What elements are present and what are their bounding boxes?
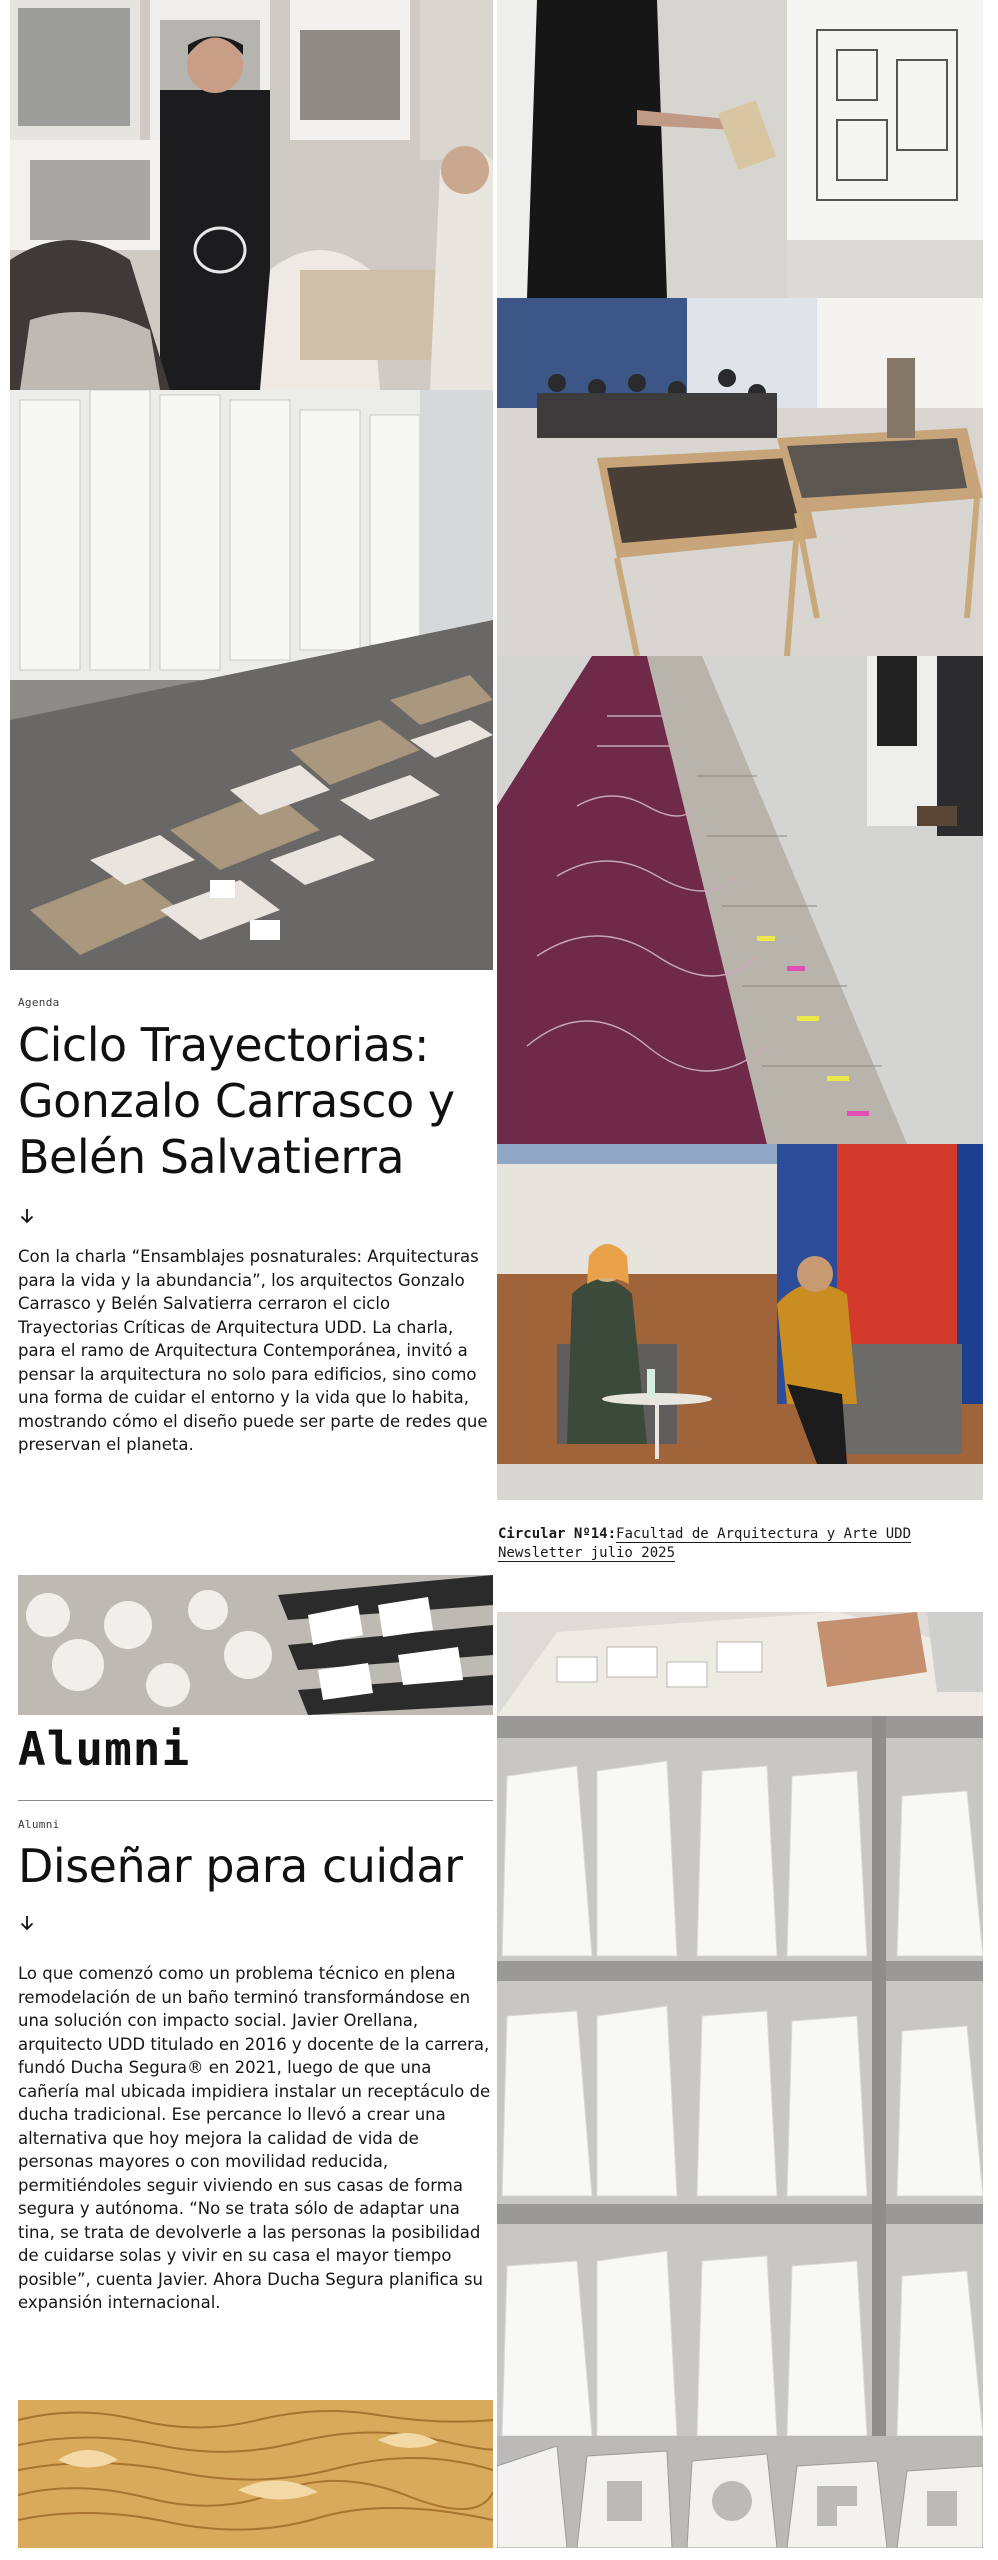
photo-hand-model <box>497 1612 983 1716</box>
newsletter-label: Circular Nº14: <box>498 1526 617 1542</box>
arrow-down-icon <box>18 1207 36 1225</box>
photo-shelf-prototypes <box>497 1716 983 2436</box>
alumni-section-title: Alumni <box>18 1722 191 1776</box>
photo-floor-panels <box>497 656 983 1144</box>
photo-board-review <box>497 0 983 298</box>
alumni-article-body: Lo que comenzó como un problema técnico en plena remodelación de un baño terminó transformándose en una solución con impacto social. Javier Orellana, arquitecto UDD titulado en 2016 y docente de la carrera, fundó Ducha Segura® en 2021, luego de que una cañería mal ubicada impidiera instalar un receptáculo de ducha tradicional. Ese percance lo llevó a crear una alternativa que hoy mejora la calidad de vida de personas mayores o con movilidad reducida, permitiéndoles seguir viviendo en sus casas de forma segura y autónoma. “No se trata sólo de adaptar una tina, se trata de devolverle a las personas la posibilidad de cuidarse solas y vivir en su casa el mayor tiempo posible”, cuenta Javier. Ahora Ducha Segura planifica su expansión internacional. <box>18 1964 491 2312</box>
agenda-article-body: Con la charla “Ensamblajes posnaturales: Arquitecturas para la vida y la abundancia”, los arquitectos Gonzalo Carrasco y Belén Salvatierra cerraron el ciclo Trayectorias Críticas de Arquitectura UDD. La charla, para el ramo de Arquitectura Contemporánea, invitó a pensar la arquitectura no solo para edificios, sino como una forma de cuidar el entorno y la vida que lo habita, mostrando cómo el diseño puede ser parte de redes que preservan el planeta. <box>18 1247 488 1454</box>
agenda-category-tag: Agenda <box>18 996 60 1009</box>
photo-site-models <box>10 390 493 970</box>
photo-talk-stage <box>497 1144 983 1500</box>
section-divider <box>18 1800 493 1801</box>
photo-classroom-models <box>497 298 983 656</box>
alumni-category-tag: Alumni <box>18 1818 60 1831</box>
newsletter-link[interactable]: Facultad de Arquitectura y Arte UDD Newsletter julio 2025 <box>498 1526 912 1561</box>
photo-student-presentation <box>10 0 493 390</box>
photo-wood-topography <box>18 2400 493 2548</box>
newsletter-caption <box>498 1525 988 1563</box>
photo-white-blocks <box>497 2436 983 2548</box>
alumni-article-title[interactable]: Diseñar para cuidar <box>18 1839 463 1893</box>
arrow-down-icon <box>18 1914 36 1932</box>
photo-white-sculptures <box>18 1575 493 1715</box>
agenda-article-title[interactable]: Ciclo Trayectorias: Gonzalo Carrasco y Belén Salvatierra <box>18 1018 455 1184</box>
